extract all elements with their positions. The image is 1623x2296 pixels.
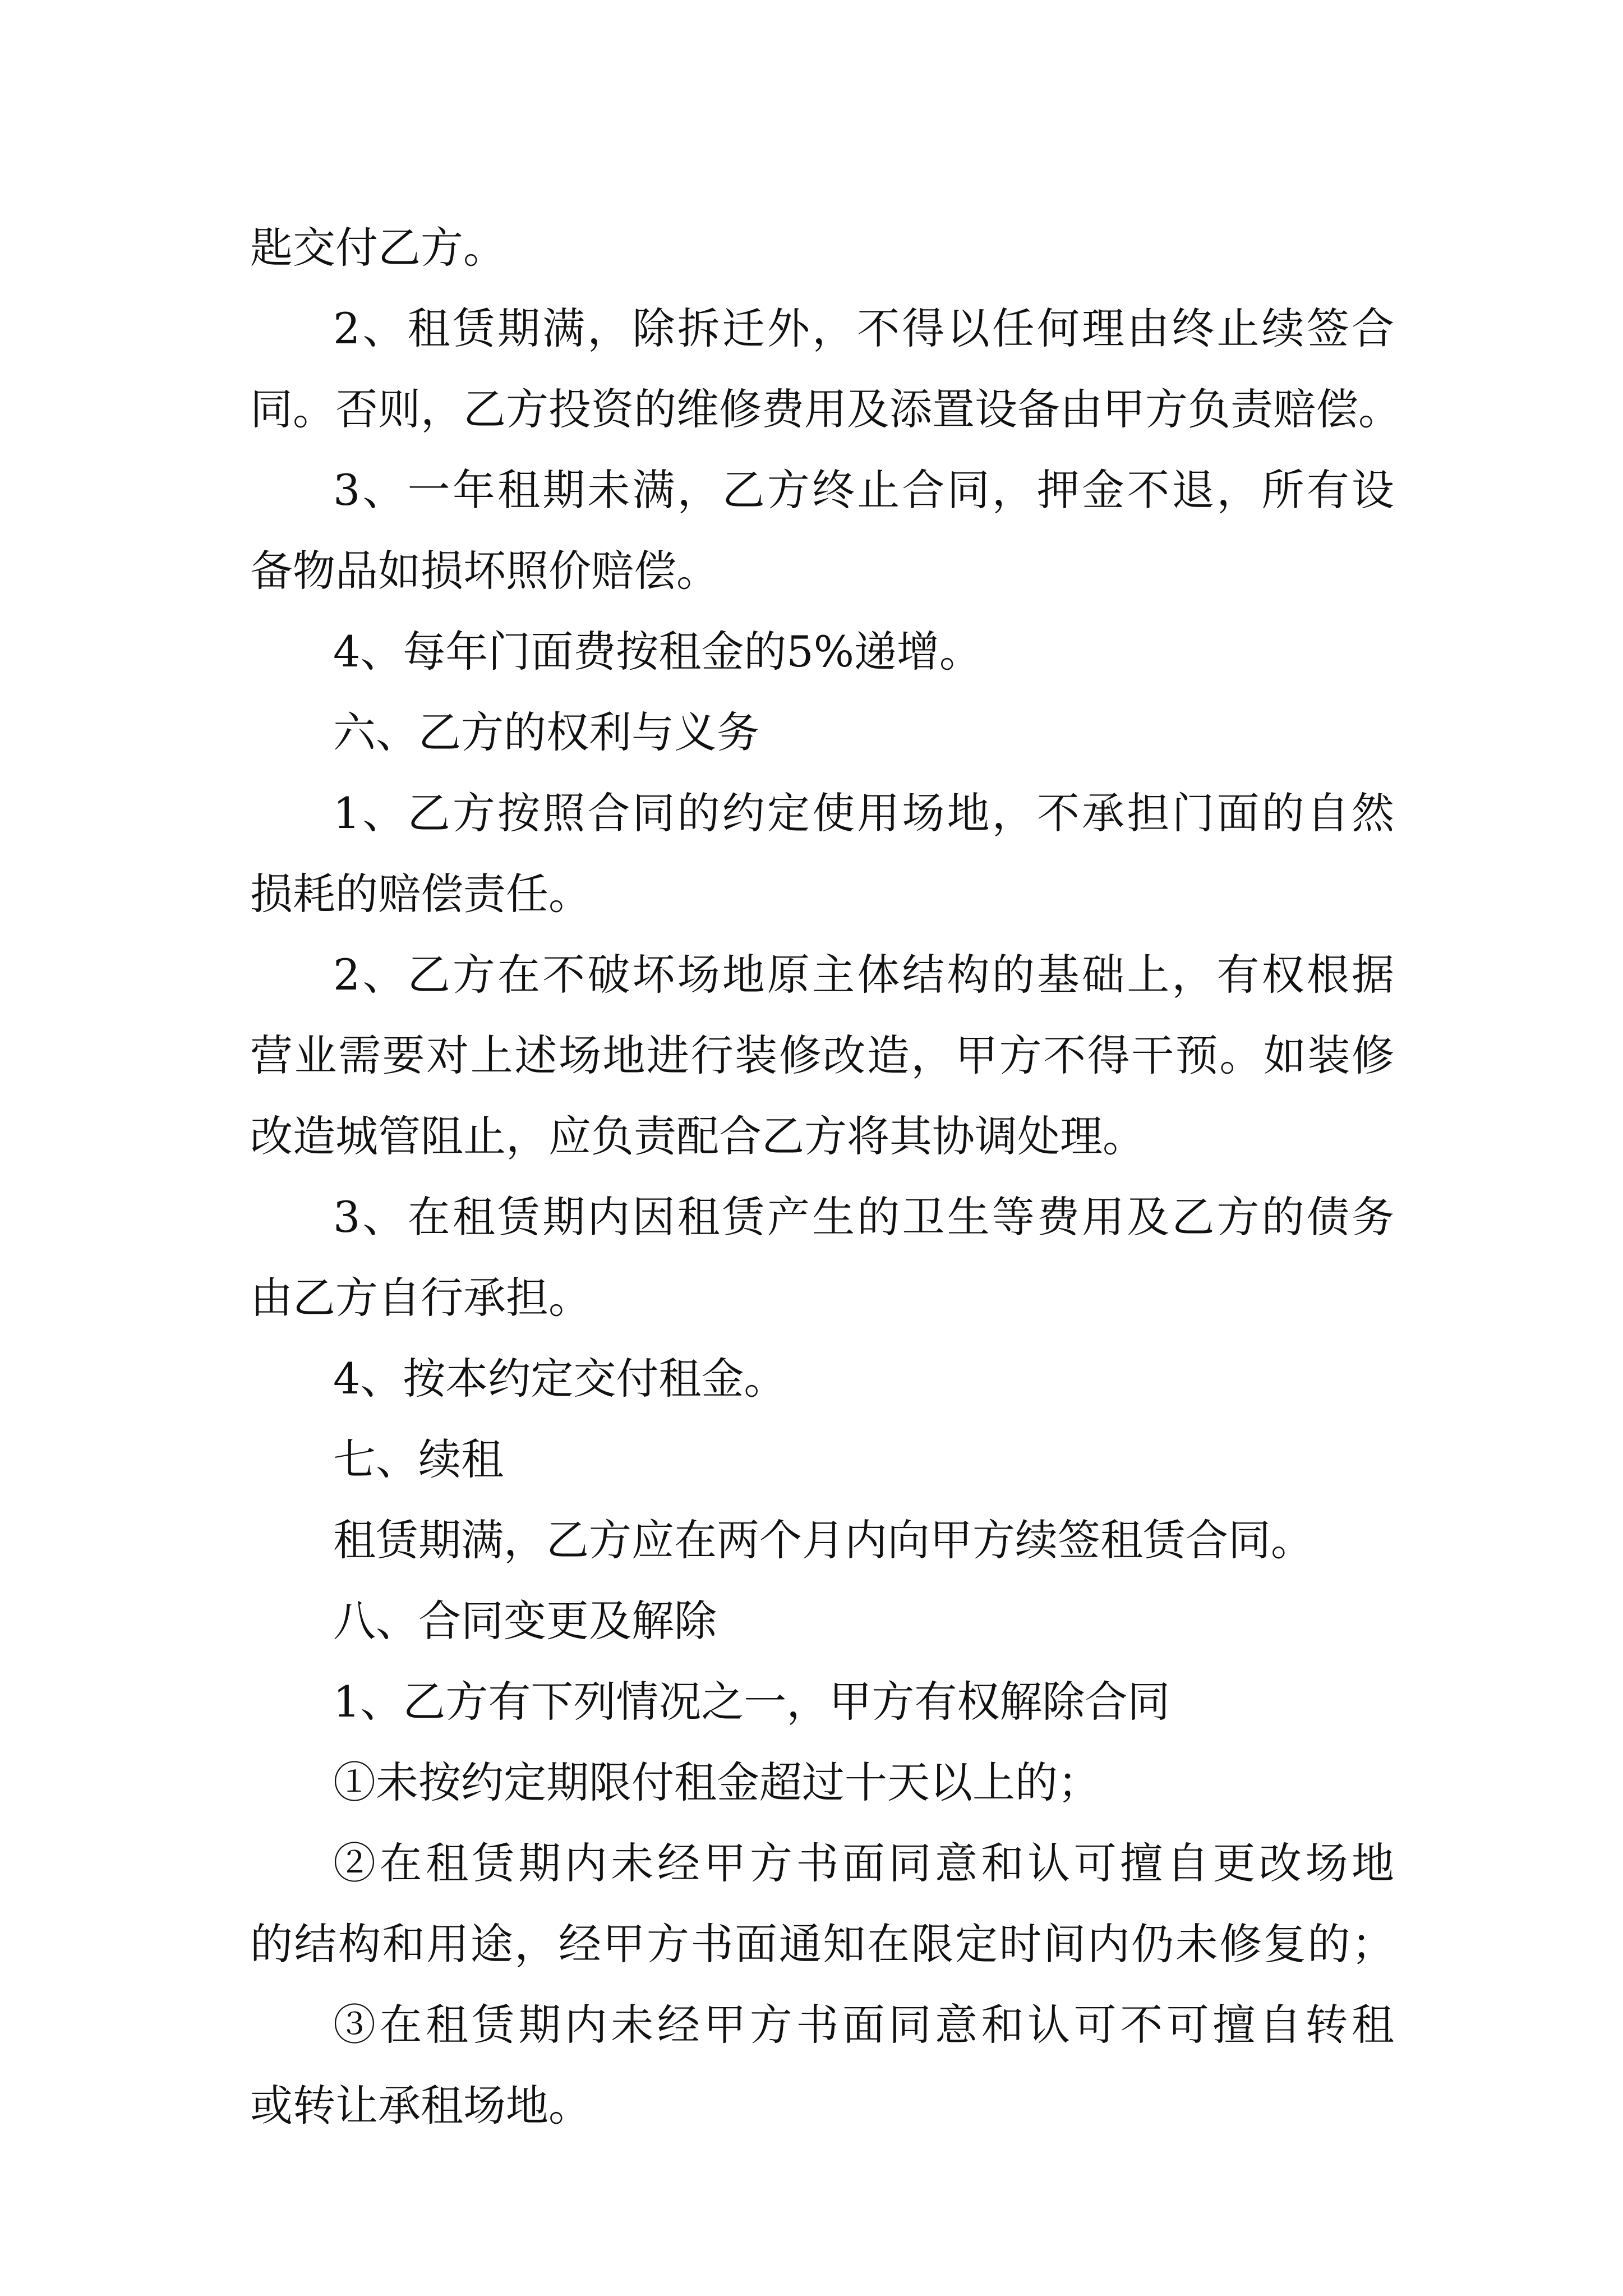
- text-line-4: 3、一年租期未满，乙方终止合同，押金不退，所有设: [333, 465, 1394, 515]
- text-line-23: ③在租赁期内未经甲方书面同意和认可不可擅自转租: [333, 2000, 1394, 2050]
- text-line-10: 2、乙方在不破坏场地原主体结构的基础上，有权根据: [333, 950, 1394, 1000]
- text-line-20: ①未按约定期限付租金超过十天以上的；: [333, 1757, 1100, 1807]
- text-line-8: 1、乙方按照合同的约定使用场地，不承担门面的自然: [333, 788, 1394, 838]
- text-line-1: 匙交付乙方。: [250, 223, 506, 273]
- text-line-13: 3、在租赁期内因租赁产生的卫生等费用及乙方的债务: [333, 1192, 1394, 1242]
- text-line-11: 营业需要对上述场地进行装修改造，甲方不得干预。如装修: [250, 1030, 1394, 1080]
- text-line-9: 损耗的赔偿责任。: [250, 869, 591, 919]
- text-line-6: 4、每年门面费按租金的5%递增。: [333, 627, 982, 677]
- text-line-5: 备物品如损坏照价赔偿。: [250, 546, 719, 596]
- text-line-17: 租赁期满，乙方应在两个月内向甲方续签租赁合同。: [333, 1515, 1313, 1565]
- section-heading-7: 七、续租: [333, 1434, 504, 1484]
- text-line-12: 改造城管阻止，应负责配合乙方将其协调处理。: [250, 1111, 1145, 1161]
- text-line-3: 同。否则，乙方投资的维修费用及添置设备由甲方负责赔偿。: [250, 384, 1401, 434]
- text-line-19: 1、乙方有下列情况之一，甲方有权解除合同: [333, 1677, 1170, 1727]
- text-line-22: 的结构和用途，经甲方书面通知在限定时间内仍未修复的；: [250, 1919, 1394, 1969]
- section-heading-6: 六、乙方的权利与义务: [333, 707, 759, 757]
- section-heading-8: 八、合同变更及解除: [333, 1596, 717, 1646]
- text-line-21: ②在租赁期内未经甲方书面同意和认可擅自更改场地: [333, 1838, 1394, 1888]
- text-line-24: 或转让承租场地。: [250, 2081, 591, 2131]
- text-line-14: 由乙方自行承担。: [250, 1273, 591, 1323]
- text-line-2: 2、租赁期满，除拆迁外，不得以任何理由终止续签合: [333, 303, 1394, 353]
- text-line-15: 4、按本约定交付租金。: [333, 1354, 787, 1404]
- contract-text: [250, 208, 1401, 2146]
